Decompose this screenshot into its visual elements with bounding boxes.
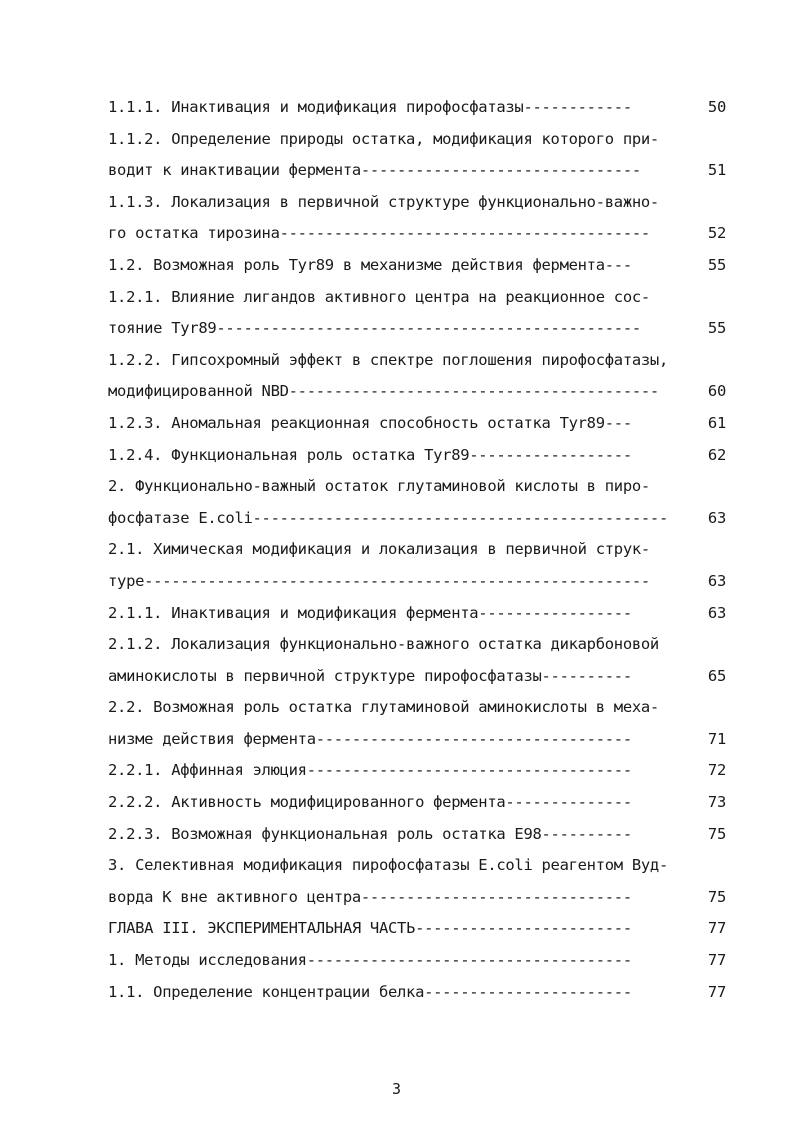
toc-entry-text: 1. Методы исследования------------------------------------ [108, 951, 632, 970]
toc-entry-text: 1.1.1. Инактивация и модификация пирофосфатазы------------ [108, 98, 632, 116]
toc-line [108, 471, 726, 503]
toc-line [108, 566, 726, 598]
toc-entry-text: 2.2. Возможная роль остатка глутаминовой аминокислоты в меха- [108, 698, 659, 717]
toc-entry-text: 2.1.2. Локализация функционально-важного остатка дикарбоновой [108, 635, 659, 654]
toc-entry-text: низме действия фермента----------------------------------- [108, 729, 632, 748]
toc-entry-page: 61 [707, 413, 726, 432]
toc-entry-text: ворда К вне активного центра------------------------------ [108, 887, 632, 906]
toc-entry-text: 2.2.2. Активность модифицированного фермента-------------- [108, 793, 632, 812]
toc-line [108, 819, 726, 851]
toc-entry-page: 51 [707, 161, 726, 180]
toc-line [108, 882, 726, 914]
toc-line [108, 155, 726, 187]
toc-line [108, 977, 726, 1009]
toc-line [108, 282, 726, 314]
toc-line [108, 376, 726, 408]
toc-entry-text: 1.1.2. Определение природы остатка, модификация которого при- [108, 129, 659, 148]
toc-line [108, 661, 726, 693]
toc-entry-text: 2.2.3. Возможная функциональная роль остатка E98---------- [108, 824, 632, 843]
toc-entry-text: аминокислоты в первичной структуре пирофосфатазы---------- [108, 666, 632, 685]
toc-line [108, 629, 726, 661]
toc-entry-text: 1.2.4. Функциональная роль остатка Tyr89------------------ [108, 445, 632, 464]
toc-entry-text: 1.2.2. Гипсохромный эффект в спектре поглошения пирофосфатазы, [108, 350, 668, 369]
toc-entry-text: 1.1. Определение концентрации белка----------------------- [108, 982, 632, 1001]
toc-line [108, 124, 726, 156]
toc-entry-page: 55 [707, 255, 726, 274]
toc-entry-page: 63 [707, 571, 726, 590]
toc-entry-text: 2.2.1. Аффинная элюция------------------------------------ [108, 761, 632, 780]
toc-entry-text: модифицированной NBD----------------------------------------- [108, 382, 659, 401]
toc-entry-page: 50 [707, 98, 726, 116]
toc-line [108, 787, 726, 819]
toc-entry-page: 75 [707, 824, 726, 843]
toc-line [108, 218, 726, 250]
toc-entry-text: 1.1.3. Локализация в первичной структуре функционально-важно- [108, 192, 659, 211]
toc-line [108, 598, 726, 630]
toc-entry-text: фосфатазе E.coli---------------------------------------------- [108, 508, 668, 527]
toc-entry-page: 75 [707, 887, 726, 906]
toc-entry-page: 77 [707, 951, 726, 970]
toc-line [108, 92, 726, 124]
toc-entry-page: 62 [707, 445, 726, 464]
toc-line [108, 945, 726, 977]
toc-line [108, 187, 726, 219]
toc-line [108, 850, 726, 882]
toc-entry-text: 1.2.3. Аномальная реакционная способность остатка Tyr89--- [108, 413, 632, 432]
toc-entry-page: 55 [707, 319, 726, 338]
toc-entry-text: го остатка тирозина----------------------------------------- [108, 224, 650, 243]
toc-entry-text: 2.1.1. Инактивация и модификация фермента----------------- [108, 603, 632, 622]
toc-entry-text: тояние Tyr89----------------------------------------------- [108, 319, 641, 338]
toc-line [108, 755, 726, 787]
toc-line [108, 534, 726, 566]
toc-line [108, 913, 726, 945]
toc-line [108, 440, 726, 472]
toc-entry-page: 63 [707, 603, 726, 622]
page-number: 3 [391, 1080, 402, 1098]
toc-entry-text: 2. Функционально-важный остаток глутаминовой кислоты в пиро- [108, 477, 650, 496]
toc-entry-text: туре-------------------------------------------------------- [108, 571, 650, 590]
toc-entry-text: 2.1. Химическая модификация и локализация в первичной струк- [108, 540, 650, 559]
table-of-contents [108, 92, 726, 1008]
toc-entry-page: 77 [707, 982, 726, 1001]
toc-line [108, 724, 726, 756]
toc-entry-text: водит к инактивации фермента------------------------------- [108, 161, 641, 180]
toc-line [108, 250, 726, 282]
toc-line [108, 503, 726, 535]
toc-line [108, 345, 726, 377]
toc-entry-text: 3. Селективная модификация пирофосфатазы E.coli реагентом Вуд- [108, 856, 668, 875]
toc-entry-page: 52 [707, 224, 726, 243]
toc-entry-page: 71 [707, 729, 726, 748]
toc-line [108, 408, 726, 440]
toc-entry-page: 72 [707, 761, 726, 780]
toc-line [108, 313, 726, 345]
toc-entry-text: 1.2.1. Влияние лигандов активного центра на реакционное сос- [108, 287, 650, 306]
toc-entry-text: 1.2. Возможная роль Tyr89 в механизме действия фермента--- [108, 255, 632, 274]
toc-entry-page: 73 [707, 793, 726, 812]
toc-entry-page: 60 [707, 382, 726, 401]
toc-entry-page: 65 [707, 666, 726, 685]
toc-entry-text: ГЛАВА III. ЭКСПЕРИМЕНТАЛЬНАЯ ЧАСТЬ------------------------ [108, 919, 632, 938]
toc-line [108, 692, 726, 724]
toc-entry-page: 63 [707, 508, 726, 527]
toc-entry-page: 77 [707, 919, 726, 938]
